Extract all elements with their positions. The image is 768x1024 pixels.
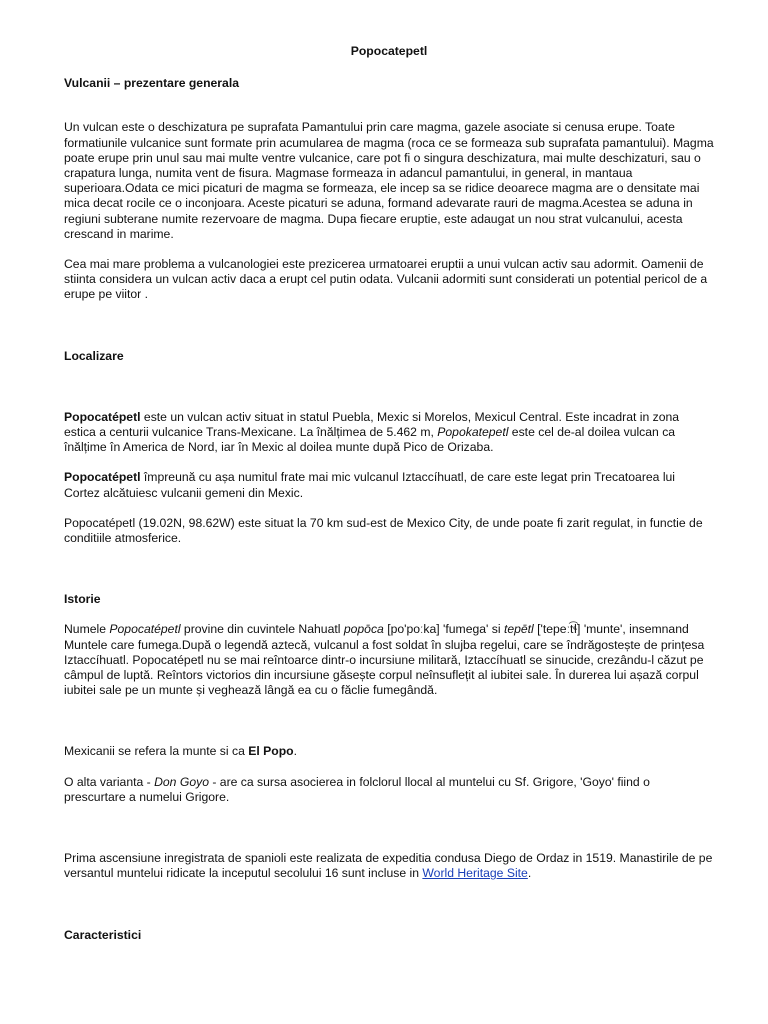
- paragraph-localizare-3: Popocatépetl (19.02N, 98.62W) este situat la 70 km sud-est de Mexico City, de unde poate fi zarit regulat, in functie de conditiile atmosferice.: [64, 515, 703, 546]
- paragraph-vulcanii-2: Cea mai mare problema a vulcanologiei este prezicerea urmatoarei eruptii a unui vulcan activ sau adormit. Oamenii de stiinta considera un vulcan activ daca a erupt cel putin odata. Vulcanii adormiti sunt considerati un potential pericol de a erupe pe viitor .: [64, 257, 708, 302]
- paragraph-istorie-4: Prima ascensiune inregistrata de spanioli este realizata de expeditia condusa Diego de Ordaz in 1519. Manastirile de pe versantul muntelui ridicate la inceputul secolului 16 sunt incluse in World Heritage Site.: [64, 851, 713, 881]
- paragraph-istorie-2: Mexicanii se refera la munte si ca El Popo.: [64, 744, 298, 759]
- page-title: Popocatepetl: [350, 44, 428, 58]
- world-heritage-site-link[interactable]: World Heritage Site: [422, 866, 528, 881]
- heading-istorie: Istorie: [64, 592, 101, 607]
- paragraph-istorie-1: Numele Popocatépetl provine din cuvintele Nahuatl popōca [po'poːka] 'fumega' si tepētl ['tepeːt͡ɬ] 'munte', insemnand Muntele care fumega.După o legendă aztecă, vulcanul a fost soldat în slujba regelui, care se îndrăgostește de prințesa Iztaccíhuatl. Popocatépetl nu se mai reîntoarce dintr-o incursiune militară, Iztaccíhuatl se sinucide, crezându-l căzut pe câmpul de luptă. Reîntors victorios din incursiune găsește corpul neînsuflețit al iubitei sale. În durerea lui așază corpul iubitei sale pe un munte și veghează lângă ea cu o făclie fumegândă.: [64, 622, 705, 698]
- paragraph-localizare-2: Popocatépetl împreună cu așa numitul frate mai mic vulcanul Iztaccíhuatl, de care este legat prin Trecatoarea lui Cortez alcătuiesc vulcanii gemeni din Mexic.: [64, 470, 676, 500]
- paragraph-vulcanii-1: Un vulcan este o deschizatura pe suprafata Pamantului prin care magma, gazele asociate si cenusa erupe. Toate formatiunile vulcanice sunt formate prin acumularea de magma (roca ce se formeaza sub suprafata pamantului). Magma poate erupe prin unul sau mai multe ventre vulcanice, care pot fi o singura deschizatura, mai multe deschizaturi, sau o crapatura lunga, numita vent de fisura. Magmase formeaza in adancul pamantului, in general, in mantaua superioara.Odata ce mici picaturi de magma se formeaza, ele incep sa se ridice deoarece magma are o densitate mai mica decat rocile ce o inconjoara. Aceste picaturi se aduna, formand adevarate rauri de magma.Acestea se aduna in regiuni subterane numite rezervoare de magma. Dupa fiecare eruptie, este adaugat un nou strat vulcanului, acesta crescand in marime.: [64, 120, 714, 241]
- heading-vulcanii: Vulcanii – prezentare generala: [64, 76, 239, 91]
- volcano-name: Popocatépetl: [64, 470, 141, 485]
- volcano-name: Popocatépetl: [64, 409, 141, 424]
- paragraph-localizare-1: Popocatépetl este un vulcan activ situat in statul Puebla, Mexic si Morelos, Mexicul Central. Este incadrat in zona estica a centurii vulcanice Trans-Mexicane. La înălțimea de 5.462 m, Popokatepetl este cel de-al doilea vulcan ca înălțime în America de Nord, iar în Mexic al doilea munte după Pico de Orizaba.: [64, 409, 680, 455]
- paragraph-istorie-3: O alta varianta - Don Goyo - are ca sursa asocierea in folclorul llocal al muntelui cu Sf. Grigore, 'Goyo' fiind o prescurtare a numelui Grigore.: [64, 774, 650, 804]
- document-page: [64, 44, 714, 943]
- heading-localizare: Localizare: [64, 348, 124, 363]
- heading-caracteristici: Caracteristici: [64, 927, 142, 942]
